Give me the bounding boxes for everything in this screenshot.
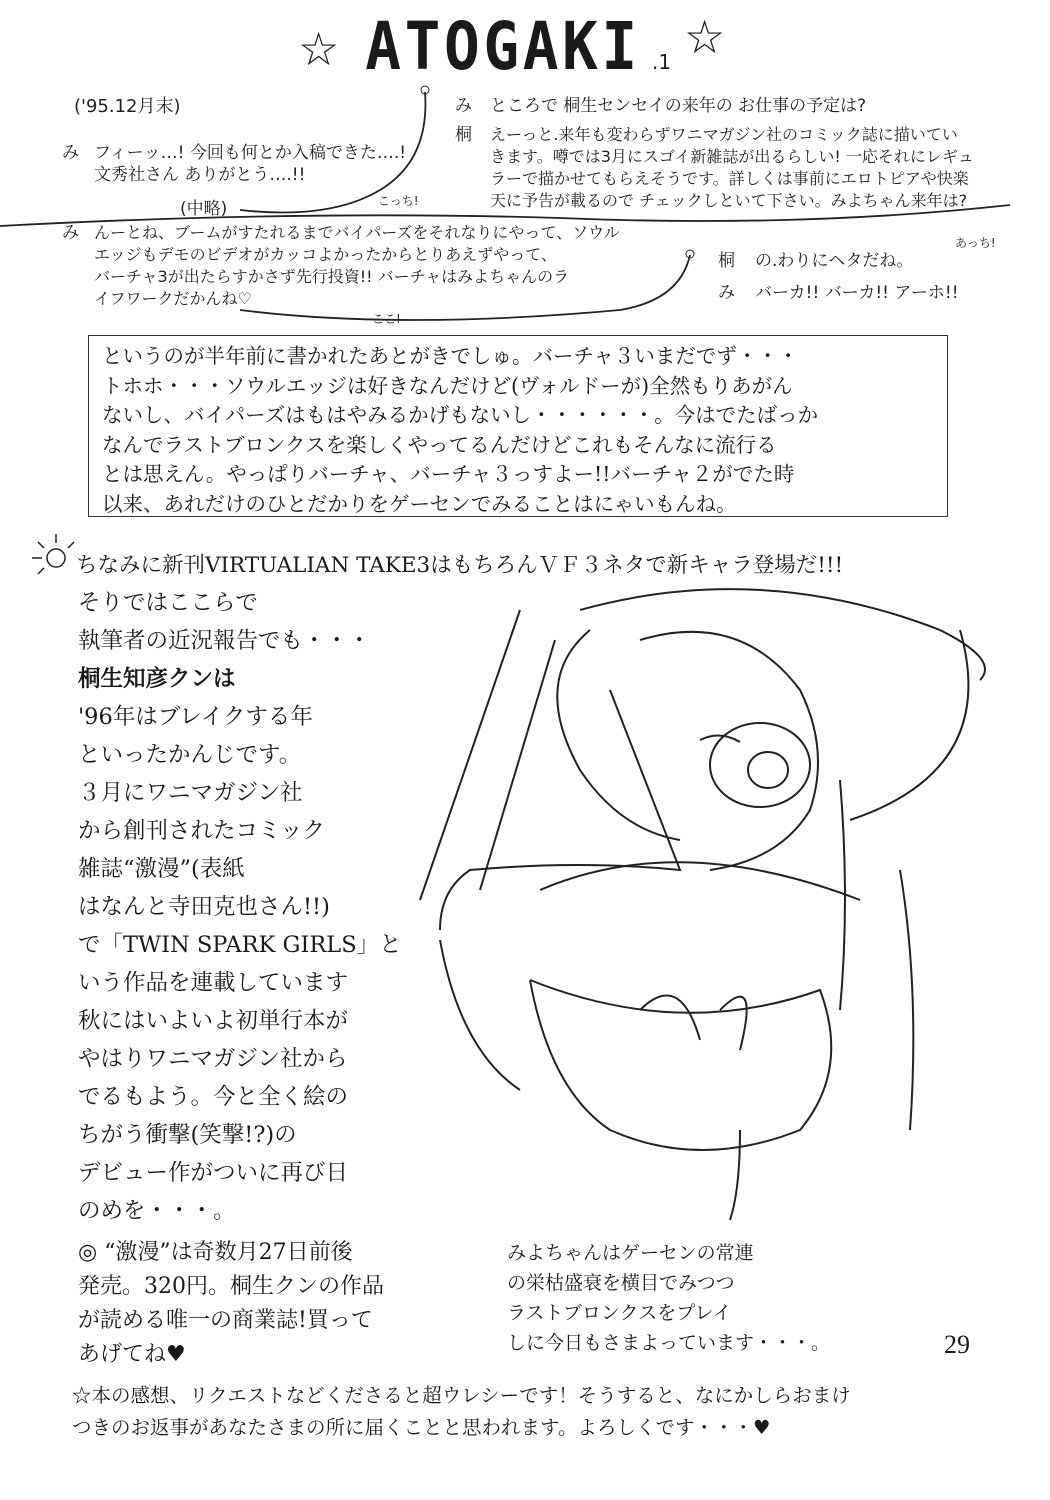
line: 発売。320円。桐生クンの作品 bbox=[78, 1274, 384, 1299]
line: はなんと寺田克也さん!!) bbox=[78, 894, 330, 920]
star-icon-right: ☆ bbox=[684, 10, 726, 64]
line: ラストブロンクスをプレイ bbox=[507, 1302, 732, 1324]
speaker-mi: み bbox=[62, 223, 79, 243]
line: 雑誌“激漫”(表紙 bbox=[78, 856, 245, 882]
line: エッジもデモのビデオがカッコよかったからとりあえずやって、 bbox=[94, 245, 557, 264]
line: えーっと.来年も変わらずワニマガジン社のコミック誌に描いてい bbox=[490, 125, 958, 144]
character-illustration bbox=[380, 570, 1020, 1230]
line: 執筆者の近況報告でも・・・ bbox=[78, 628, 371, 654]
line: なんでラストブロンクスを楽しくやってるんだけどこれもそんなに流行る bbox=[102, 432, 777, 457]
line: '96年はブレイクする年 bbox=[78, 704, 313, 730]
speaker-mi: み bbox=[718, 283, 735, 303]
line: みよちゃんはゲーセンの常連 bbox=[507, 1242, 754, 1264]
speaker-ki: 桐 bbox=[455, 125, 472, 145]
kiryu-reply: の.わりにヘタだね。 bbox=[755, 251, 914, 271]
line: といったかんじです。 bbox=[78, 742, 302, 768]
line: ３月にワニマガジン社 bbox=[78, 780, 303, 806]
line: あげてね♥ bbox=[78, 1342, 186, 1367]
omitted-note: (中略) bbox=[180, 199, 228, 219]
announcement: ちなみに新刊VIRTUALIAN TAKE3はもちろんＶＦ３ネタで新キャラ登場だ!!! bbox=[76, 553, 844, 578]
line: が読める唯一の商業誌!買って bbox=[78, 1308, 373, 1333]
handwritten-arrows bbox=[0, 0, 1050, 340]
line: ☆本の感想、リクエストなどくださると超ウレシーです！そうすると、なにかしらおまけ bbox=[72, 1384, 851, 1407]
line: で「TWIN SPARK GIRLS」と bbox=[78, 932, 402, 958]
line: ないし、バイパーズはもはやみるかげもないし・・・・・・。今はでたばっか bbox=[102, 403, 819, 427]
line: ちがう衝撃(笑撃!?)の bbox=[78, 1122, 297, 1148]
star-icon-left: ☆ bbox=[298, 22, 340, 76]
line: んーとね、ブームがすたれるまでバイパーズをそれなりにやって、ソウル bbox=[94, 223, 620, 242]
line: やはりワニマガジン社から bbox=[78, 1046, 348, 1072]
line: 秋にはいよいよ初単行本が bbox=[78, 1008, 349, 1034]
line: 文秀社さん ありがとう….!! bbox=[94, 165, 306, 185]
line: トホホ・・・ソウルエッジは好きなんだけど(ヴォルドーが)全然もりあがん bbox=[102, 373, 793, 398]
left-column-text bbox=[78, 584, 402, 1230]
sun-icon bbox=[30, 530, 80, 580]
speaker-ki: 桐 bbox=[718, 251, 735, 271]
line: デビュー作がついに再び日 bbox=[78, 1160, 349, 1186]
line: ◎ “激漫”は奇数月27日前後 bbox=[78, 1240, 353, 1265]
line: とは思えん。やっぱりバーチャ、バーチャ３っすよー!!バーチャ２がでた時 bbox=[102, 462, 795, 486]
line: というのが半年前に書かれたあとがきでしゅ。バーチャ３いまだでず・・・ bbox=[102, 344, 799, 368]
line: 天に予告が載るので チェックしといて下さい。みよちゃん来年は? bbox=[490, 191, 968, 210]
magazine-note bbox=[78, 1236, 384, 1372]
footer-text bbox=[72, 1380, 851, 1444]
kocchi-note: こっち! bbox=[378, 194, 419, 208]
speaker-mi: み bbox=[62, 143, 79, 163]
koko-note: ここ! bbox=[372, 312, 401, 326]
acchi-note: あっち! bbox=[955, 236, 996, 250]
line: きます。噂では3月にスゴイ新雑誌が出るらしい! 一応それにレギュ bbox=[490, 147, 974, 166]
line: いう作品を連載しています bbox=[78, 970, 349, 996]
line: 以来、あれだけのひとだかりをゲーセンでみることはにゃいもんね。 bbox=[102, 491, 737, 516]
line: から創刊されたコミック bbox=[78, 818, 326, 844]
line: そりではここらで bbox=[78, 590, 258, 616]
date-note: ('95.12月末) bbox=[74, 96, 181, 117]
line: 桐生知彦クンは bbox=[78, 666, 236, 692]
line: ラーで描かせてもらえそうです。詳しくは事前にエロトピアや快楽 bbox=[490, 169, 969, 188]
miyo-last: バーカ!! バーカ!! アーホ!! bbox=[755, 283, 959, 303]
page-number: 29 bbox=[944, 1330, 970, 1359]
line: の栄枯盛衰を横目でみつつ bbox=[507, 1272, 735, 1294]
line: しに今日もさまよっています・・・。 bbox=[507, 1332, 831, 1354]
page-title: ATOGAKI bbox=[365, 8, 641, 85]
afterword-box-text bbox=[102, 342, 818, 519]
line: のめを・・・。 bbox=[78, 1198, 236, 1224]
line: バーチャ3が出たらすかさず先行投資!! バーチャはみよちゃんのラ bbox=[94, 267, 570, 286]
line: でるもよう。今と全く絵の bbox=[78, 1084, 349, 1110]
line: フィーッ…! 今回も何とか入稿できた….! bbox=[94, 143, 407, 163]
title-suffix: .1 bbox=[652, 50, 672, 74]
line: つきのお返事があなたさまの所に届くことと思われます。よろしくです・・・♥ bbox=[72, 1416, 771, 1439]
illustration-caption bbox=[507, 1238, 830, 1358]
question-line: ところで 桐生センセイの来年の お仕事の予定は? bbox=[490, 96, 867, 116]
speaker-mi: み bbox=[455, 96, 472, 116]
line: イフワークだかんね♡ bbox=[94, 289, 252, 308]
